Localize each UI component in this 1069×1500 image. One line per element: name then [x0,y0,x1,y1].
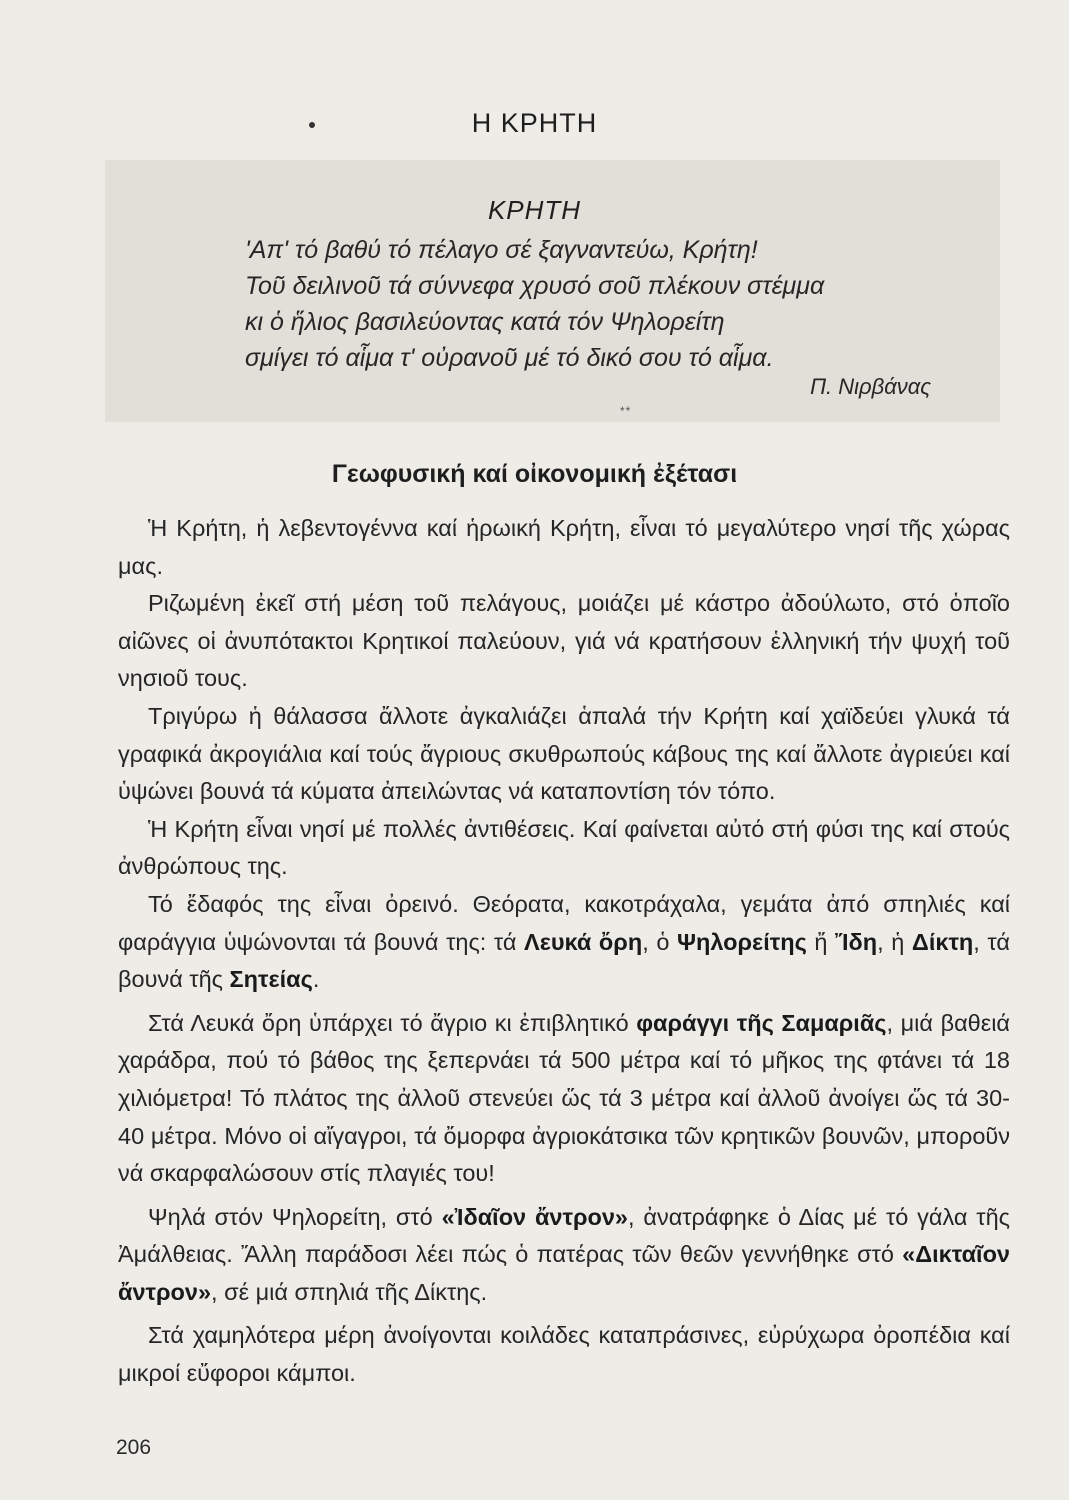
paragraph [118,1005,1010,1193]
text-run: . [312,966,320,993]
bold-term: Σητείας [229,966,313,993]
bold-term: Δίκτη [911,928,974,955]
paragraph: Ἡ Κρήτη εἶναι νησί μέ πολλές ἀντιθέσεις. Καί φαίνεται αὐτό στή φύσι της καί στούς ἀνθρώπους της. [118,815,1010,880]
text-run: , ἀνατράφηκε ὁ Δίας μέ τό γάλα τῆς Ἀμάλθειας. Ἄλλη παράδοσι λέει πώς ὁ πατέρας τῶν θεῶν γεννήθηκε στό [118,1203,1010,1268]
text-run: , τά βουνά τῆς [118,928,1010,993]
paragraph: Στά χαμηλότερα μέρη ἀνοίγονται κοιλάδες καταπράσινες, εὐρύχωρα ὀροπέδια καί μικροί εὔφοροι κάμποι. [118,1322,1010,1387]
bold-term: «Ἰδαῖον ἄντρον» [441,1203,628,1230]
text-run: , σέ μιά σπηλιά τῆς Δίκτης. [211,1278,488,1305]
text-run: , μιά βαθειά χαράδρα, πού τό βάθος της ξεπερνάει τά 500 μέτρα καί τό μῆκος της φτάνει τά 18 χιλιόμετρα! Τό πλάτος της ἀλλοῦ στενεύει ὥς τά 3 μέτρα καί ἀλλοῦ ἀνοίγει ὥς τά 30-40 μέτρα. Μόνο οἱ αἴγαγροι, τά ὄμορφα ἀγριοκάτσικα τῶν κρητικῶν βουνῶν, μποροῦν νά σκαρφαλώσουν στίς πλαγιές του! [118,1009,1011,1187]
text-run: Στά Λευκά ὄρη ὑπάρχει τό ἄγριο κι ἐπιβλητικό [148,1009,637,1036]
poem-line: σμίγει τό αἷμα τ' οὐρανοῦ μέ τό δικό σου τό αἷμα. [245,344,774,372]
page-number: 206 [116,1436,152,1459]
section-title: Γεωφυσική καί οἰκονομική ἐξέτασι [331,460,738,488]
poem-line: Τοῦ δειλινοῦ τά σύννεφα χρυσό σοῦ πλέκουν στέμμα [245,272,825,300]
bold-term: Ψηλορείτης [677,928,807,955]
bold-term: φαράγγι τῆς Σαμαριᾶς [636,1009,887,1036]
bold-term: «Δικταῖον ἄντρον» [118,1241,1010,1305]
paragraph: Ἡ Κρήτη, ἡ λεβεντογέννα καί ἡρωική Κρήτη, εἶναι τό μεγαλύτερο νησί τῆς χώρας μας. [118,515,1010,579]
bold-term: Ἴδη [835,928,878,955]
poem-line: κι ὁ ἥλιος βασιλεύοντας κατά τόν Ψηλορείτη [245,308,725,336]
paragraph: Ριζωμένη ἐκεῖ στή μέση τοῦ πελάγους, μοιάζει μέ κάστρο ἀδούλωτο, στό ὁποῖο αἰῶνες οἱ ἀνυπότακτοι Κρητικοί παλεύουν, γιά νά κρατήσουν ἑλληνική τήν ψυχή τοῦ νησιοῦ τους. [118,590,1010,692]
text-run: , ἡ [877,928,912,955]
separator: ** [620,404,632,418]
chapter-title: Η ΚΡΗΤΗ [471,108,598,138]
text-run: Τό ἔδαφός της εἶναι ὀρεινό. Θεόρατα, κακοτράχαλα, γεμάτα ἀπό σπηλιές καί φαράγγια ὑψώνονται τά βουνά της: τά [118,890,1010,955]
paragraph [118,1199,1010,1312]
text-run: , ὁ [642,928,677,955]
bold-term: Λευκά ὄρη [524,928,643,955]
poem-line: 'Απ' τό βαθύ τό πέλαγο σέ ξαγναντεύω, Κρήτη! [245,236,758,264]
poem-author: Π. Νιρβάνας [810,374,931,399]
poem-title: ΚΡΗΤΗ [487,195,582,225]
text-run: ἤ [806,928,836,955]
body-text [118,510,1010,1393]
text-run: Ψηλά στόν Ψηλορείτη, στό [148,1203,442,1230]
paragraph [118,886,1010,999]
paragraph: Τριγύρω ἡ θάλασσα ἄλλοτε ἀγκαλιάζει ἁπαλά τήν Κρήτη καί χαϊδεύει γλυκά τά γραφικά ἀκρογιάλια καί τούς ἄγριους σκυθρωπούς κάβους της καί ἄλλοτε ἀγριεύει καί ὑψώνει βουνά τά κύματα ἀπειλώντας νά καταποντίση τόν τόπο. [118,702,1010,805]
